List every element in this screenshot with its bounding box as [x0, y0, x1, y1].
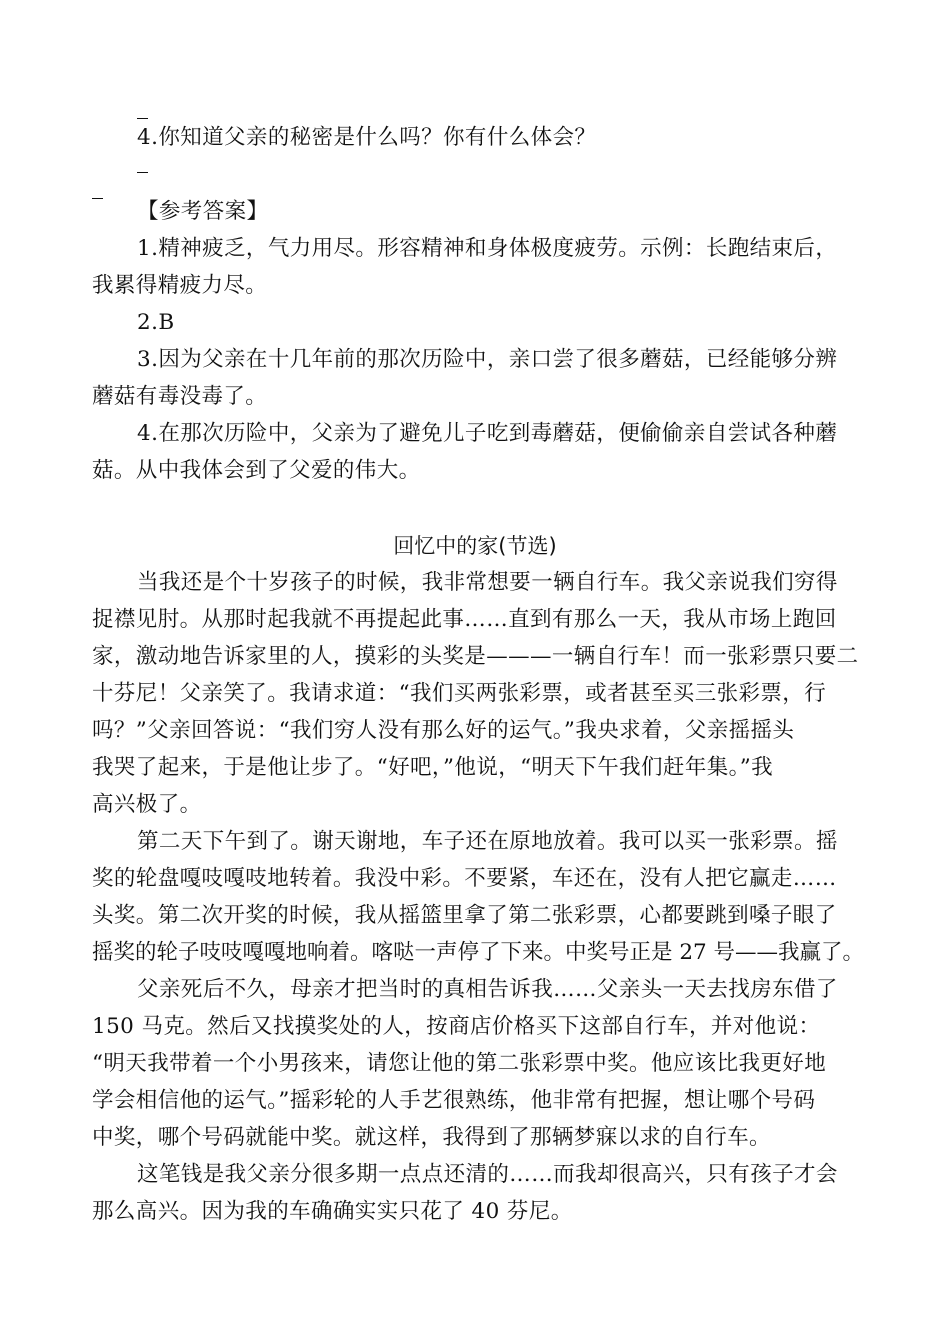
answer-1-line-1: 1.精神疲乏，气力用尽。形容精神和身体极度疲劳。示例：长跑结束后， [137, 236, 838, 261]
article-line: 我哭了起来，于是他让步了。“好吧，”他说，“明天下午我们赶年集。”我 [92, 755, 774, 780]
article-line: 父亲死后不久，母亲才把当时的真相告诉我……父亲头一天去找房东借了 [137, 977, 838, 1002]
article-line: 中奖，哪个号码就能中奖。就这样，我得到了那辆梦寐以求的自行车。 [92, 1125, 771, 1150]
article-line: 头奖。第二次开奖的时候，我从摇篮里拿了第二张彩票，心都要跳到嗓子眼了 [92, 903, 837, 928]
answer-3-line-1: 3.因为父亲在十几年前的那次历险中，亲口尝了很多蘑菇，已经能够分辨 [137, 347, 838, 372]
answer-3-line-2: 蘑菇有毒没毒了。 [92, 384, 268, 409]
blank-line-mark [137, 118, 148, 119]
answer-4-line-1: 4.在那次历险中，父亲为了避免儿子吃到毒蘑菇，便偷偷亲自尝试各种蘑 [137, 421, 838, 446]
article-line: 奖的轮盘嘎吱嘎吱地转着。我没中彩。不要紧，车还在，没有人把它赢走…… [92, 866, 837, 891]
article-line: 捉襟见肘。从那时起我就不再提起此事……直到有那么一天，我从市场上跑回 [92, 607, 837, 632]
answer-2: 2.B [137, 310, 175, 335]
article-line: “明天我带着一个小男孩来，请您让他的第二张彩票中奖。他应该比我更好地 [92, 1051, 827, 1076]
article-line: 高兴极了。 [92, 792, 202, 817]
article-line: 这笔钱是我父亲分很多期一点点还清的……而我却很高兴，只有孩子才会 [137, 1162, 838, 1187]
article-title: 回忆中的家(节选) [393, 534, 557, 558]
answer-4-line-2: 菇。从中我体会到了父爱的伟大。 [92, 458, 421, 483]
answer-1-line-2: 我累得精疲力尽。 [92, 273, 268, 298]
answers-heading: 【参考答案】 [137, 199, 269, 224]
article-line: 第二天下午到了。谢天谢地，车子还在原地放着。我可以买一张彩票。摇 [137, 829, 838, 854]
article-line: 学会相信他的运气。”摇彩轮的人手艺很熟练，他非常有把握，想让哪个号码 [92, 1088, 816, 1113]
question-4: 4.你知道父亲的秘密是什么吗？你有什么体会？ [137, 125, 597, 150]
article-line: 那么高兴。因为我的车确确实实只花了 40 芬尼。 [92, 1199, 573, 1224]
article-line: 吗？”父亲回答说：“我们穷人没有那么好的运气。”我央求着，父亲摇摇头 [92, 718, 795, 743]
article-line: 家，激动地告诉家里的人，摸彩的头奖是———一辆自行车！而一张彩票只要二 [92, 644, 859, 669]
article-line: 十芬尼！父亲笑了。我请求道：“我们买两张彩票，或者甚至买三张彩票，行 [92, 681, 827, 706]
article-line: 当我还是个十岁孩子的时候，我非常想要一辆自行车。我父亲说我们穷得 [137, 570, 838, 595]
article-line: 摇奖的轮子吱吱嘎嘎地响着。喀哒一声停了下来。中奖号正是 27 号——我赢了。 [92, 940, 865, 965]
article-line: 150 马克。然后又找摸奖处的人，按商店价格买下这部自行车，并对他说： [92, 1014, 821, 1039]
blank-line-mark [92, 198, 103, 199]
blank-line-mark [137, 172, 148, 173]
